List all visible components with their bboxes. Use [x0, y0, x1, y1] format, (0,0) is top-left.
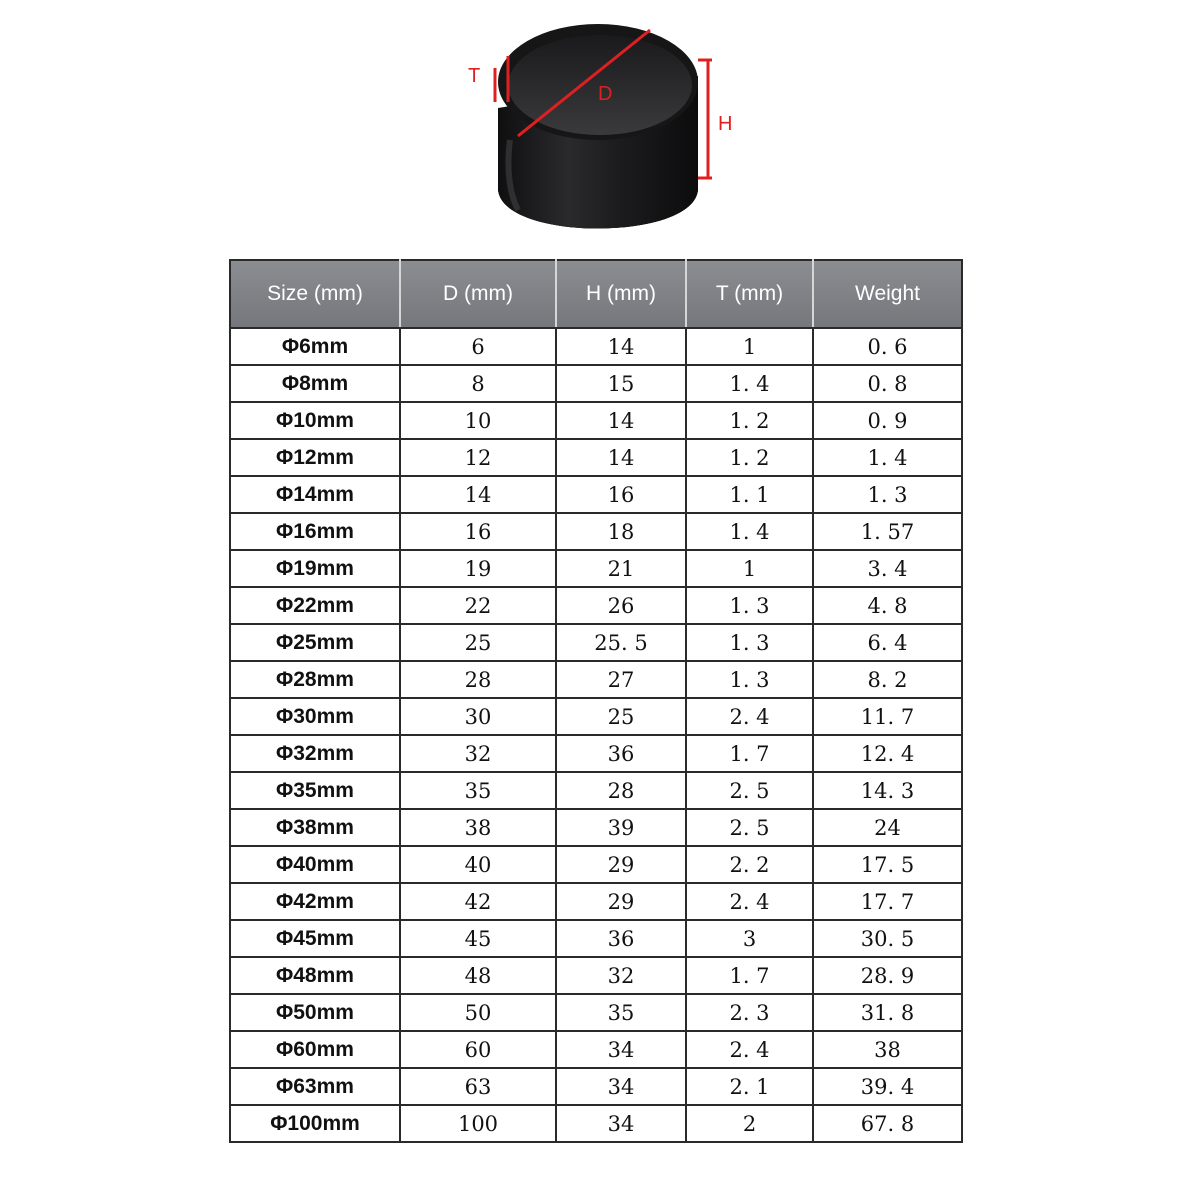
h-cell: 29: [556, 846, 686, 883]
t-cell: 2. 1: [686, 1068, 813, 1105]
size-cell: Φ32mm: [230, 735, 400, 772]
size-cell: Φ22mm: [230, 587, 400, 624]
h-cell: 35: [556, 994, 686, 1031]
table-row: [230, 1031, 962, 1068]
table-row: [230, 661, 962, 698]
weight-cell: 1. 57: [813, 513, 962, 550]
size-cell: Φ25mm: [230, 624, 400, 661]
d-cell: 50: [400, 994, 556, 1031]
h-cell: 18: [556, 513, 686, 550]
d-cell: 38: [400, 809, 556, 846]
d-cell: 19: [400, 550, 556, 587]
product-image: [440, 20, 760, 250]
weight-cell: 1. 4: [813, 439, 962, 476]
weight-cell: 17. 5: [813, 846, 962, 883]
t-cell: 2. 4: [686, 883, 813, 920]
t-cell: 1. 7: [686, 957, 813, 994]
size-cell: Φ10mm: [230, 402, 400, 439]
t-cell: 1. 2: [686, 402, 813, 439]
t-cell: 1. 3: [686, 587, 813, 624]
d-cell: 25: [400, 624, 556, 661]
table-row: [230, 550, 962, 587]
t-cell: 1. 4: [686, 513, 813, 550]
table-row: [230, 624, 962, 661]
size-cell: Φ28mm: [230, 661, 400, 698]
d-cell: 100: [400, 1105, 556, 1142]
size-cell: Φ60mm: [230, 1031, 400, 1068]
header-h: H (mm): [556, 260, 686, 328]
size-cell: Φ16mm: [230, 513, 400, 550]
t-cell: 2. 4: [686, 698, 813, 735]
d-cell: 48: [400, 957, 556, 994]
h-cell: 25. 5: [556, 624, 686, 661]
h-cell: 16: [556, 476, 686, 513]
table-row: [230, 328, 962, 365]
t-cell: 2: [686, 1105, 813, 1142]
table-row: [230, 957, 962, 994]
h-cell: 29: [556, 883, 686, 920]
table-row: [230, 1105, 962, 1142]
t-cell: 1. 1: [686, 476, 813, 513]
size-cell: Φ6mm: [230, 328, 400, 365]
h-cell: 32: [556, 957, 686, 994]
d-cell: 30: [400, 698, 556, 735]
table-row: [230, 439, 962, 476]
size-spec-table: [229, 259, 963, 1143]
weight-cell: 24: [813, 809, 962, 846]
weight-cell: 11. 7: [813, 698, 962, 735]
t-cell: 1: [686, 550, 813, 587]
t-cell: 1. 7: [686, 735, 813, 772]
d-cell: 32: [400, 735, 556, 772]
d-cell: 14: [400, 476, 556, 513]
weight-cell: 0. 8: [813, 365, 962, 402]
table-row: [230, 1068, 962, 1105]
d-cell: 40: [400, 846, 556, 883]
label-t: T: [468, 65, 481, 87]
t-cell: 2. 3: [686, 994, 813, 1031]
weight-cell: 38: [813, 1031, 962, 1068]
table-row: [230, 587, 962, 624]
d-cell: 35: [400, 772, 556, 809]
table-header-row: [230, 260, 962, 328]
d-cell: 22: [400, 587, 556, 624]
weight-cell: 3. 4: [813, 550, 962, 587]
d-cell: 63: [400, 1068, 556, 1105]
h-cell: 39: [556, 809, 686, 846]
d-cell: 28: [400, 661, 556, 698]
weight-cell: 12. 4: [813, 735, 962, 772]
size-cell: Φ63mm: [230, 1068, 400, 1105]
d-cell: 8: [400, 365, 556, 402]
h-cell: 21: [556, 550, 686, 587]
header-d: D (mm): [400, 260, 556, 328]
h-cell: 28: [556, 772, 686, 809]
t-cell: 1. 3: [686, 661, 813, 698]
t-cell: 2. 5: [686, 772, 813, 809]
table-row: [230, 883, 962, 920]
size-cell: Φ35mm: [230, 772, 400, 809]
table-row: [230, 735, 962, 772]
size-cell: Φ50mm: [230, 994, 400, 1031]
weight-cell: 14. 3: [813, 772, 962, 809]
size-cell: Φ100mm: [230, 1105, 400, 1142]
h-cell: 34: [556, 1105, 686, 1142]
size-cell: Φ40mm: [230, 846, 400, 883]
t-cell: 1: [686, 328, 813, 365]
t-cell: 1. 4: [686, 365, 813, 402]
size-cell: Φ14mm: [230, 476, 400, 513]
t-cell: 2. 5: [686, 809, 813, 846]
d-cell: 12: [400, 439, 556, 476]
size-cell: Φ8mm: [230, 365, 400, 402]
h-cell: 34: [556, 1031, 686, 1068]
t-cell: 2. 4: [686, 1031, 813, 1068]
table-row: [230, 476, 962, 513]
h-cell: 14: [556, 328, 686, 365]
table-row: [230, 846, 962, 883]
header-t: T (mm): [686, 260, 813, 328]
weight-cell: 0. 9: [813, 402, 962, 439]
table-row: [230, 772, 962, 809]
t-cell: 1. 3: [686, 624, 813, 661]
weight-cell: 28. 9: [813, 957, 962, 994]
d-cell: 10: [400, 402, 556, 439]
d-cell: 42: [400, 883, 556, 920]
weight-cell: 67. 8: [813, 1105, 962, 1142]
label-h: H: [718, 113, 733, 135]
weight-cell: 30. 5: [813, 920, 962, 957]
weight-cell: 1. 3: [813, 476, 962, 513]
d-cell: 45: [400, 920, 556, 957]
size-cell: Φ30mm: [230, 698, 400, 735]
size-cell: Φ12mm: [230, 439, 400, 476]
label-d: D: [598, 83, 613, 105]
header-weight: Weight: [813, 260, 962, 328]
weight-cell: 39. 4: [813, 1068, 962, 1105]
table-row: [230, 365, 962, 402]
table-row: [230, 513, 962, 550]
weight-cell: 17. 7: [813, 883, 962, 920]
h-cell: 15: [556, 365, 686, 402]
weight-cell: 6. 4: [813, 624, 962, 661]
table-row: [230, 809, 962, 846]
h-cell: 36: [556, 735, 686, 772]
h-cell: 27: [556, 661, 686, 698]
h-cell: 36: [556, 920, 686, 957]
table-row: [230, 698, 962, 735]
d-cell: 6: [400, 328, 556, 365]
t-cell: 2. 2: [686, 846, 813, 883]
table-row: [230, 920, 962, 957]
d-cell: 60: [400, 1031, 556, 1068]
size-cell: Φ42mm: [230, 883, 400, 920]
weight-cell: 31. 8: [813, 994, 962, 1031]
header-size: Size (mm): [230, 260, 400, 328]
weight-cell: 4. 8: [813, 587, 962, 624]
t-cell: 3: [686, 920, 813, 957]
table-row: [230, 994, 962, 1031]
weight-cell: 0. 6: [813, 328, 962, 365]
h-cell: 25: [556, 698, 686, 735]
d-cell: 16: [400, 513, 556, 550]
size-cell: Φ45mm: [230, 920, 400, 957]
h-cell: 26: [556, 587, 686, 624]
size-cell: Φ19mm: [230, 550, 400, 587]
h-cell: 14: [556, 402, 686, 439]
table-row: [230, 402, 962, 439]
weight-cell: 8. 2: [813, 661, 962, 698]
size-cell: Φ48mm: [230, 957, 400, 994]
t-cell: 1. 2: [686, 439, 813, 476]
h-cell: 34: [556, 1068, 686, 1105]
table-body: [230, 328, 962, 1142]
size-cell: Φ38mm: [230, 809, 400, 846]
h-cell: 14: [556, 439, 686, 476]
